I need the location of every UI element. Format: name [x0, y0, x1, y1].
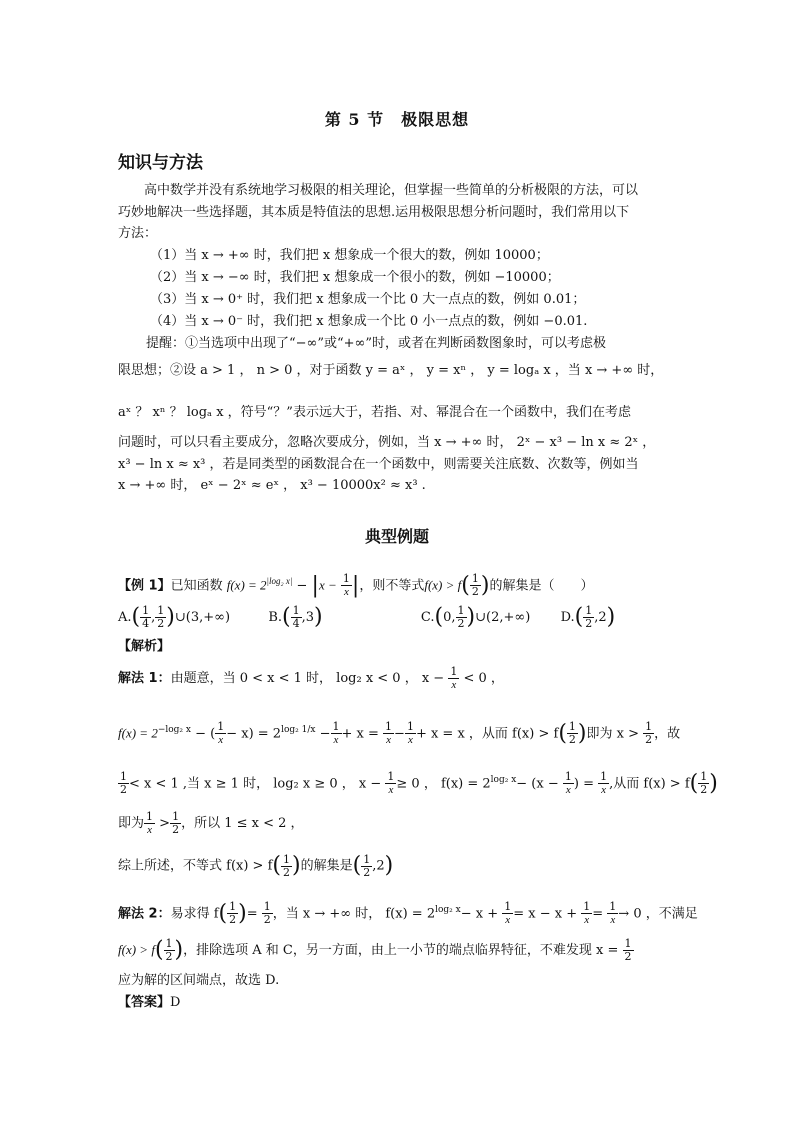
method-1-line-1: 解法 1：由题意，当 0 < x < 1 时， log₂ x < 0 ， x − $\frac{1}{x}$ < 0 ，	[118, 665, 504, 691]
option-c: C.(0, $\frac{1}{2}$ )∪(2,+∞)	[420, 603, 531, 630]
option-a: A.( $\frac{1}{4}$ , $\frac{1}{2}$ )∪(3,+∞)	[118, 603, 231, 630]
tip-line-6: x → +∞ 时， eˣ − 2ˣ ≈ eˣ ， x³ − 10000x² ≈ x³ .	[118, 478, 426, 493]
method-item-2: （2）当 x → −∞ 时，我们把 x 想象成一个很小的数，例如 −10000；	[150, 270, 560, 285]
intro-line-1: 高中数学并没有系统地学习极限的相关理论，但掌握一些简单的分析极限的方法，可以	[144, 183, 639, 198]
analysis-label: 【解析】	[118, 639, 171, 654]
method-item-1: （1）当 x → +∞ 时，我们把 x 想象成一个很大的数，例如 10000；	[150, 248, 549, 263]
section-heading-methods: 知识与方法	[118, 153, 203, 173]
example-label: 【例 1】	[118, 578, 171, 594]
example-text-a: 已知函数	[170, 578, 223, 594]
example-func: f(x) = 2	[226, 577, 267, 593]
method-2-line-2: f(x) > f( $\frac{1}{2}$ )，排除选项 A 和 C，另一方面，由上一小节的端点临界特征，不难发现 x = $\frac{1}{2}$	[118, 937, 632, 963]
section-heading-examples: 典型例题	[364, 527, 429, 546]
method-2-line-1: 解法 2：易求得 f( $\frac{1}{2}$ )= $\frac{1}{2}$ ，当 x → +∞ 时， $f(x) = 2^{log_2 x}- x$ + $\frac{1}{x}$ = x − x + $\frac{1}{x}$ = $\frac{1}{x}$ → 0 ，不满足	[118, 900, 698, 927]
intro-line-3: 方法：	[118, 226, 158, 241]
tip-line-4: 问题时，可以只看主要成分，忽略次要成分，例如，当 x → +∞ 时， 2ˣ − x³ − ln x ≈ 2ˣ ，	[118, 435, 656, 450]
intro-line-2: 巧妙地解决一些选择题，其本质是特值法的思想.运用极限思想分析问题时，我们常用以下	[118, 205, 630, 220]
tip-line-5: x³ − ln x ≈ x³ ，若是同类型的函数混合在一个函数中，则需要关注底数、次数等，例如当	[118, 457, 639, 472]
example-text-c: 的解集是（ ）	[489, 578, 594, 594]
option-b: B.( $\frac{1}{4}$ ,3)	[268, 603, 323, 630]
method-item-4: （4）当 x → 0⁻ 时，我们把 x 想象成一个比 0 小一点点的数，例如 −0.01.	[150, 314, 588, 329]
frac-1-over-x: $\frac{1}{x}$	[342, 572, 350, 599]
page-title: 第 5 节 极限思想	[324, 110, 470, 129]
method-1-line-3: $\frac{1}{2}$ < x < 1 ,当 x ≥ 1 时， log₂ x ≥ 0 ， x − $\frac{1}{x}$ ≥ 0 ， $f(x) = 2^{log_2 x}- (x$ − $\frac{1}{x}$ ) = $\frac{1}{x}$ ,从而 f(x) > f( $\frac{1}{2}$ )	[120, 770, 718, 797]
example-abs-inner: x −	[318, 577, 337, 593]
frac-half: $\frac{1}{2}$	[471, 572, 479, 599]
example-minus: −	[292, 578, 312, 594]
method-2-line-3: 应为解的区间端点，故选 D.	[118, 973, 280, 988]
answer-value: D	[170, 995, 181, 1010]
method-1-line-4: 即为 $\frac{1}{x}$ > $\frac{1}{2}$ ，所以 1 ≤ x < 2 ，	[118, 810, 304, 836]
example-exp: |log₂ x|	[266, 576, 293, 586]
options-row	[118, 602, 678, 632]
method-1-line-2: $f(x) = 2^{-log_2 x}$ − ( $\frac{1}{x}$ − $x) = 2^{log_2 1/x}$ − $\frac{1}{x}$ + x = $\frac{1}{x}$ − $\frac{1}{x}$ + x = x ，从而 f(x) > f( $\frac{1}{2}$ )即为 x > $\frac{1}{2}$ ，故	[118, 720, 681, 747]
example-text-b: ，则不等式	[359, 578, 425, 594]
method-1-conclusion: 综上所述，不等式 f(x) > f( $\frac{1}{2}$ )的解集是( $\frac{1}{2}$ ,2)	[118, 852, 394, 879]
tip-line-3: aˣ ？ xⁿ ？ logₐ x ，符号“？”表示远大于，若指、对、幂混合在一个函数中，我们在考虑	[118, 405, 631, 420]
example-ineq: f(x) > f	[424, 577, 462, 593]
answer-label: 【答案】	[118, 995, 171, 1010]
answer-row	[118, 994, 678, 1012]
tip-line-2: 限思想；②设 a > 1 ， n > 0 ，对于函数 y = aˣ ， y = xⁿ ， y = logₐ x ，当 x → +∞ 时，	[118, 363, 664, 378]
tip-line-1: 提醒：①当选项中出现了“−∞”或“+∞”时，或者在判断函数图象时，可以考虑极	[146, 336, 607, 351]
option-d: D.( $\frac{1}{2}$ ,2)	[560, 603, 616, 630]
example-1-statement: 【例 1】已知函数 $f(x) = 2^{|log_2 x|} - |x$ − $\frac{1}{x}$ |，则不等式f(x) > f( $\frac{1}{2}$ )的解集是（ ）	[118, 572, 594, 599]
method-item-3: （3）当 x → 0⁺ 时，我们把 x 想象成一个比 0 大一点点的数，例如 0.01；	[150, 292, 586, 307]
